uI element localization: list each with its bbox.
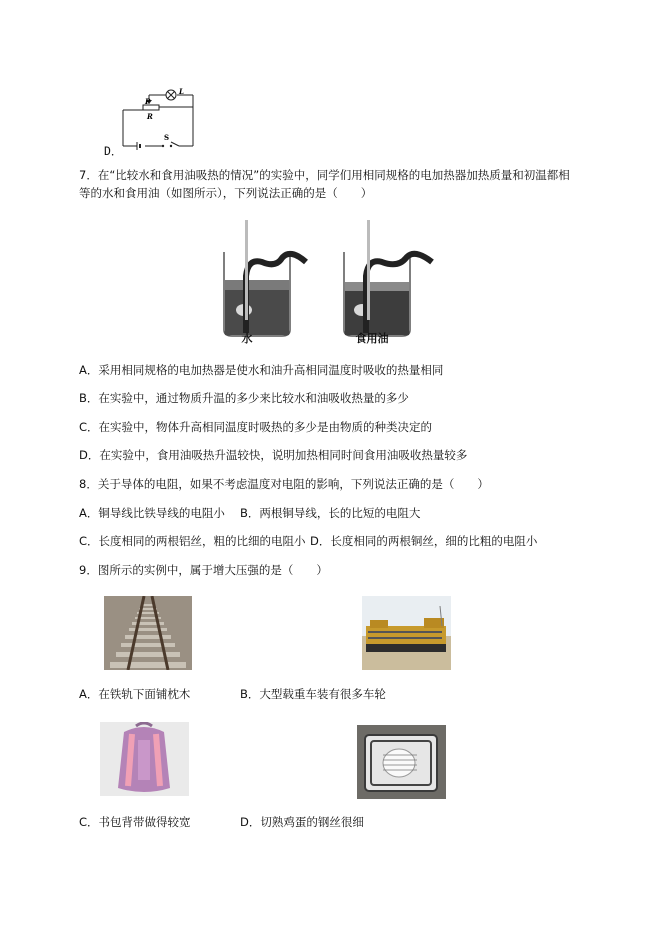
heavy-truck-image [362,596,451,670]
q8-option-c: C．长度相同的两根铝丝，粗的比细的电阻小 [79,534,306,548]
egg-slicer-image [357,725,446,799]
water-beaker [224,220,306,336]
q8-option-d: D．长度相同的两根铜丝，细的比粗的电阻小 [310,534,538,548]
q7-option-a: A．采用相同规格的电加热器是使水和油升高相同温度时吸收的热量相同 [79,363,444,377]
q9-option-b: B．大型载重车装有很多车轮 [240,687,386,701]
circuit-label-l: L [179,87,184,96]
q7-stem-line1: 7．在“比较水和食用油吸热的情况”的实验中，同学们用相同规格的电加热器加热质量和初温都相 [79,168,570,182]
q7-beakers-figure [216,218,448,344]
q9-option-c: C．书包背带做得较宽 [79,815,191,829]
railway-track-image [104,596,192,670]
q7-option-d: D．在实验中，食用油吸热升温较快，说明加热相同时间食用油吸收热量较多 [79,448,468,462]
backpack-image [100,722,189,796]
q7-option-b: B．在实验中，通过物质升温的多少来比较水和油吸收热量的多少 [79,391,409,405]
q6-option-d-label: D． [104,144,123,158]
q8-stem: 8．关于导体的电阻，如果不考虑温度对电阻的影响，下列说法正确的是（ ） [79,477,489,491]
caption-oil: 食用油 [355,332,389,345]
q8-option-a: A．铜导线比铁导线的电阻小 [79,506,225,520]
q6-circuit-diagram [115,84,200,154]
circuit-label-p: P [145,97,151,106]
q9-option-a: A．在铁轨下面铺枕木 [79,687,191,701]
q7-option-c: C．在实验中，物体升高相同温度时吸热的多少是由物质的种类决定的 [79,420,433,434]
q7-stem-line2: 等的水和食用油（如图所示），下列说法正确的是（ ） [79,186,373,200]
circuit-label-r: R [147,112,153,121]
caption-water: 水 [241,332,253,345]
q8-option-b: B．两根铜导线，长的比短的电阻大 [240,506,421,520]
q9-option-d: D．切熟鸡蛋的钢丝很细 [240,815,364,829]
oil-beaker [344,220,432,336]
circuit-label-s: S [164,133,170,142]
q9-stem: 9．图所示的实例中，属于增大压强的是（ ） [79,563,328,577]
